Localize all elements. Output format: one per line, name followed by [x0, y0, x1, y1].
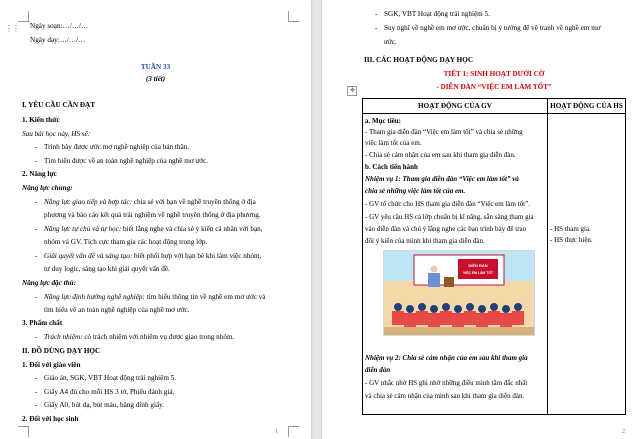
gv-step-2: - GV yêu cầu HS cả lớp chuẩn bị kĩ năng, sẵn sàng tham gia [365, 213, 534, 221]
margin-corner-top-right [288, 11, 299, 22]
bullet: - Giáo án, SGK, VBT Hoạt động trải nghiệm 5. [44, 374, 176, 383]
document-page-1 [0, 0, 311, 439]
dien-dan-title: - DIỄN ĐÀN “VIỆC EM LÀM TỐT” [436, 83, 552, 91]
classroom-stage-image [384, 251, 534, 335]
bullet: - Giấy A0, bút dạ, bút màu, băng dính giấy. [44, 401, 164, 410]
bullet-cont: nhóm và GV. Tích cực tham gia các hoạt động trong lớp. [44, 238, 208, 246]
muc-tieu-2: - Chia sẻ cảm nhận của em sau khi tham gia diễn đàn. [365, 151, 516, 159]
cell-gv[interactable] [363, 114, 548, 415]
bullet-cont: phương và báo cáo kết quả trải nghiệm về nghề truyền thống ở địa phương. [44, 211, 261, 219]
section-2-1: 1. Đối với giáo viên [22, 361, 81, 369]
forum-illustration [383, 250, 535, 336]
ngay-soan: Ngày soạn:…/…/… [30, 22, 89, 30]
activity-table [362, 98, 626, 415]
document-page-2 [322, 0, 640, 439]
bullet: - Năng lực giao tiếp và hợp tác: chia sẻ với bạn về nghề truyền thống ở địa [44, 198, 256, 207]
nang-luc-dac-thu: Năng lực đặc thù: [22, 279, 77, 287]
bullet: - Trách nhiệm: có trách nhiệm với nhiệm vụ được giao trong nhóm. [44, 333, 234, 342]
bullet: - Giấy A4 đủ cho mỗi HS 3 tờ, Phiếu đánh giá. [44, 388, 174, 397]
section-3-title: III. CÁC HOẠT ĐỘNG DẠY HỌC [364, 56, 474, 64]
banner-line-1: DIỄN ĐÀN [468, 263, 488, 268]
margin-corner-bottom-right [288, 426, 299, 437]
gv-step-2-cont: đổi ý kiến của mình khi tham gia diễn đàn. [365, 237, 485, 245]
hs-step-2: - HS thực hiện. [550, 236, 593, 244]
hs-step-1: - HS tham gia. [550, 225, 591, 233]
bullet-cont: tìm hiểu về an toàn nghề nghiệp của nghề mơ ước. [44, 306, 190, 314]
margin-corner-top-left [18, 11, 29, 22]
tiet-1-title: TIẾT 1: SINH HOẠT DƯỚI CỜ [443, 70, 545, 78]
gv-step-2-cont: vào diễn đàn và chú ý lắng nghe các bạn trình bày để trao [365, 225, 527, 233]
cach-tien-hanh-label: b. Cách tiến hành [365, 163, 418, 171]
table-header-hs: HOẠT ĐỘNG CỦA HS [548, 99, 626, 114]
bullet: - Năng lực định hướng nghề nghiệp: tìm hiểu thông tin về nghề em mơ ước và [44, 293, 265, 302]
gv-step-1: - GV tổ chức cho HS tham gia diễn đàn “Việc em làm tốt”. [365, 200, 530, 208]
cell-hs[interactable] [548, 114, 626, 415]
page-number: 2 [622, 429, 625, 435]
drag-handle-icon[interactable]: ⋮⋮ [5, 24, 19, 33]
bullet: - SGK, VBT Hoạt động trải nghiệm 5. [384, 10, 490, 19]
muc-tieu-1: - Tham gia diễn đàn “Việc em làm tốt” và chia sẻ những [365, 128, 523, 136]
section-1-2: 2. Năng lực [22, 170, 57, 178]
page-number: 1 [275, 429, 278, 435]
bullet: - Trình bày được ước mơ nghề nghiệp của bản thân. [44, 143, 189, 152]
section-2-2: 2. Đối với học sinh [22, 415, 79, 423]
bullet: - Tìm hiểu được về an toàn nghề nghiệp của nghề mơ ước. [44, 157, 208, 166]
bullet-cont: tư duy logic, sáng tạo khi giải quyết vấn đề. [44, 265, 170, 273]
nhiem-vu-1: Nhiệm vụ 1: Tham gia diễn đàn “Việc em làm tốt” và [365, 175, 519, 183]
banner-line-2: VIỆC EM LÀM TỐT [463, 271, 493, 275]
section-1-1: 1. Kiến thức [22, 116, 60, 124]
bullet: - Suy nghĩ về nghề em mơ ước, chuẩn bị ý tưởng để vẽ tranh về nghề em mơ [384, 24, 601, 33]
muc-tieu-1-cont: việc làm tốt của em. [365, 139, 422, 147]
nhiem-vu-1-cont: chia sẻ những việc làm tốt của em. [365, 187, 466, 195]
nhiem-vu-2-cont: diễn đàn [365, 366, 391, 374]
section-1-1-intro: Sau bài học này, HS sẽ: [22, 130, 91, 138]
table-move-handle-icon[interactable]: ✥ [347, 86, 357, 96]
lesson-count: (3 tiết) [145, 75, 166, 83]
section-1-title: I. YÊU CẦU CẦN ĐẠT [22, 101, 96, 109]
bullet: - Giải quyết vấn đề và sáng tạo: biết phối hợp với bạn bè khi làm việc nhóm, [44, 252, 261, 261]
table-header-gv: HOẠT ĐỘNG CỦA GV [363, 99, 548, 114]
ngay-day: Ngày dạy:…/…/… [30, 36, 86, 44]
nhiem-vu-2: Nhiệm vụ 2: Chia sẻ cảm nhận của em sau khi tham gia [365, 354, 528, 362]
muc-tieu-label: a. Mục tiêu: [365, 117, 401, 125]
bullet-cont: ước. [384, 38, 397, 46]
section-1-3: 3. Phẩm chất [22, 319, 63, 327]
gv-step-3: - GV nhắc nhở HS ghi nhớ những điều mình tâm đắc nhất [365, 379, 528, 387]
gv-step-3-cont: và chia sẻ cảm nhận của mình sau khi tham gia diễn đàn. [365, 392, 525, 400]
week-title: TUẦN 33 [140, 63, 171, 71]
section-2-title: II. ĐỒ DÙNG DẠY HỌC [22, 347, 101, 355]
bullet: - Năng lực tự chủ và tự học: biết lắng nghe và chia sẻ ý kiến cá nhân với bạn, [44, 225, 263, 234]
nang-luc-chung: Năng lực chung: [22, 184, 73, 192]
margin-corner-bottom-left [18, 426, 29, 437]
